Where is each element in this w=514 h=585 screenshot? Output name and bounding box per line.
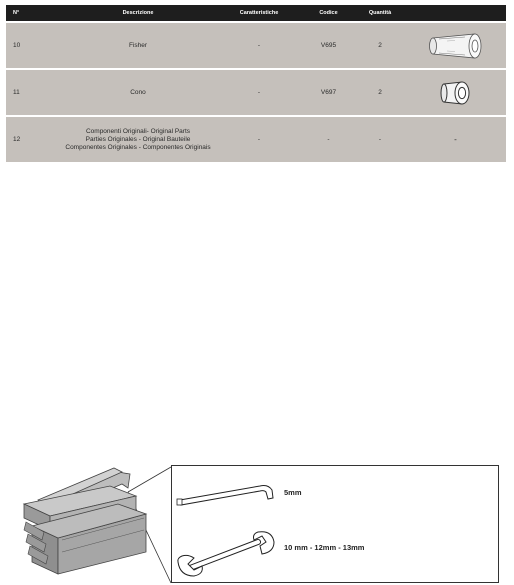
row-num: 12 [13, 136, 21, 143]
header-num: N° [13, 10, 20, 16]
row-quantity: 2 [378, 42, 382, 49]
wrench-icon [174, 528, 278, 580]
row-characteristics: - [257, 89, 261, 96]
toolbox-icon [18, 466, 168, 581]
row-image-placeholder: - [454, 135, 457, 144]
hex-key-label: 5mm [284, 488, 302, 497]
row-code: - [327, 136, 330, 143]
wrench-label: 10 mm - 12mm - 13mm [284, 543, 365, 552]
header-description: Descrizione [122, 10, 154, 16]
row-description: Cono [130, 89, 146, 96]
header-quantity: Quantità [368, 10, 392, 16]
row-quantity: - [378, 136, 382, 143]
tools-panel [171, 465, 499, 583]
row-num: 10 [13, 42, 21, 49]
row-code: V697 [320, 89, 337, 96]
description-line: Componenti Originali- Original Parts [85, 127, 191, 135]
header-characteristics: Caratteristiche [239, 10, 279, 16]
row-code: V695 [320, 42, 337, 49]
hex-key-icon [176, 478, 276, 508]
row-characteristics: - [257, 42, 261, 49]
row-characteristics: - [257, 136, 261, 143]
row-quantity: 2 [378, 89, 382, 96]
row-num: 11 [13, 89, 20, 96]
description-line: Componentes Originales - Componentes Originais [65, 143, 211, 151]
header-code: Codice [319, 10, 338, 16]
description-line: Parties Originales - Original Bauteile [85, 135, 191, 143]
row-description: Fisher [128, 42, 148, 49]
